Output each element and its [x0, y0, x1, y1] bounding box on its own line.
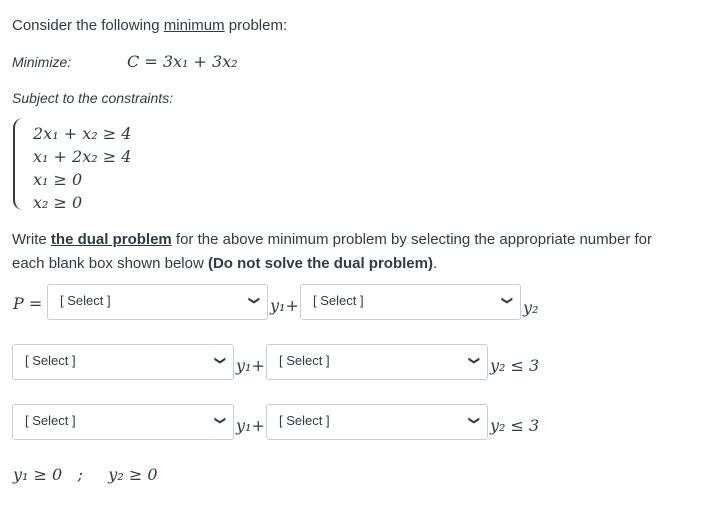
- chevron-down-icon: ❯: [467, 415, 480, 426]
- constraint-4: x₂ ≥ 0: [33, 193, 83, 212]
- select-placeholder: [ Select ]: [279, 413, 330, 428]
- constraint2-y2-select[interactable]: [266, 404, 488, 440]
- y2-le-3: y₂ ≤ 3: [490, 416, 540, 435]
- intro-text: [12, 17, 287, 34]
- instr-dual: the dual problem: [50, 231, 172, 248]
- intro-minimum: minimum: [163, 17, 225, 34]
- chevron-down-icon: ❯: [213, 415, 226, 426]
- constraint-1: 2x₁ + x₂ ≥ 4: [33, 124, 132, 143]
- select-placeholder: [ Select ]: [313, 293, 364, 308]
- chevron-down-icon: ❯: [247, 295, 260, 306]
- y1-plus: y₁+: [236, 416, 265, 435]
- constraint-3: x₁ ≥ 0: [33, 170, 83, 189]
- instr-bold: (Do not solve the dual problem): [207, 255, 433, 272]
- nonnegativity-constraints: y₁ ≥ 0 ; y₂ ≥ 0: [13, 465, 158, 484]
- y2-le-3: y₂ ≤ 3: [490, 356, 540, 375]
- select-placeholder: [ Select ]: [25, 353, 76, 368]
- chevron-down-icon: ❯: [467, 355, 480, 366]
- instr-f: .: [432, 255, 438, 272]
- constraint1-y2-select[interactable]: [266, 344, 488, 380]
- subject-label: Subject to the constraints:: [12, 90, 174, 106]
- objective-y1-select[interactable]: [47, 284, 268, 320]
- intro-after: problem:: [224, 17, 288, 34]
- y2-label: y₂: [523, 298, 539, 317]
- instr-a: Write: [12, 231, 51, 248]
- select-placeholder: [ Select ]: [25, 413, 76, 428]
- select-placeholder: [ Select ]: [60, 293, 111, 308]
- objective-y2-select[interactable]: [300, 284, 521, 320]
- constraint2-y1-select[interactable]: [12, 404, 234, 440]
- instr-d: each blank box shown below: [12, 255, 208, 272]
- p-label: P =: [13, 294, 43, 313]
- intro-before: Consider the following: [12, 17, 164, 34]
- select-placeholder: [ Select ]: [279, 353, 330, 368]
- objective-function: C = 3x₁ + 3x₂: [127, 52, 238, 71]
- instruction-text: [12, 228, 712, 276]
- y1-plus: y₁+: [270, 296, 299, 315]
- constraint-brace: [13, 118, 29, 210]
- chevron-down-icon: ❯: [213, 355, 226, 366]
- instr-c: for the above minimum problem by selecting the appropriate number for: [171, 231, 652, 248]
- chevron-down-icon: ❯: [500, 295, 513, 306]
- minimize-label: Minimize:: [12, 54, 72, 70]
- constraint1-y1-select[interactable]: [12, 344, 234, 380]
- constraint-2: x₁ + 2x₂ ≥ 4: [33, 147, 132, 166]
- y1-plus: y₁+: [236, 356, 265, 375]
